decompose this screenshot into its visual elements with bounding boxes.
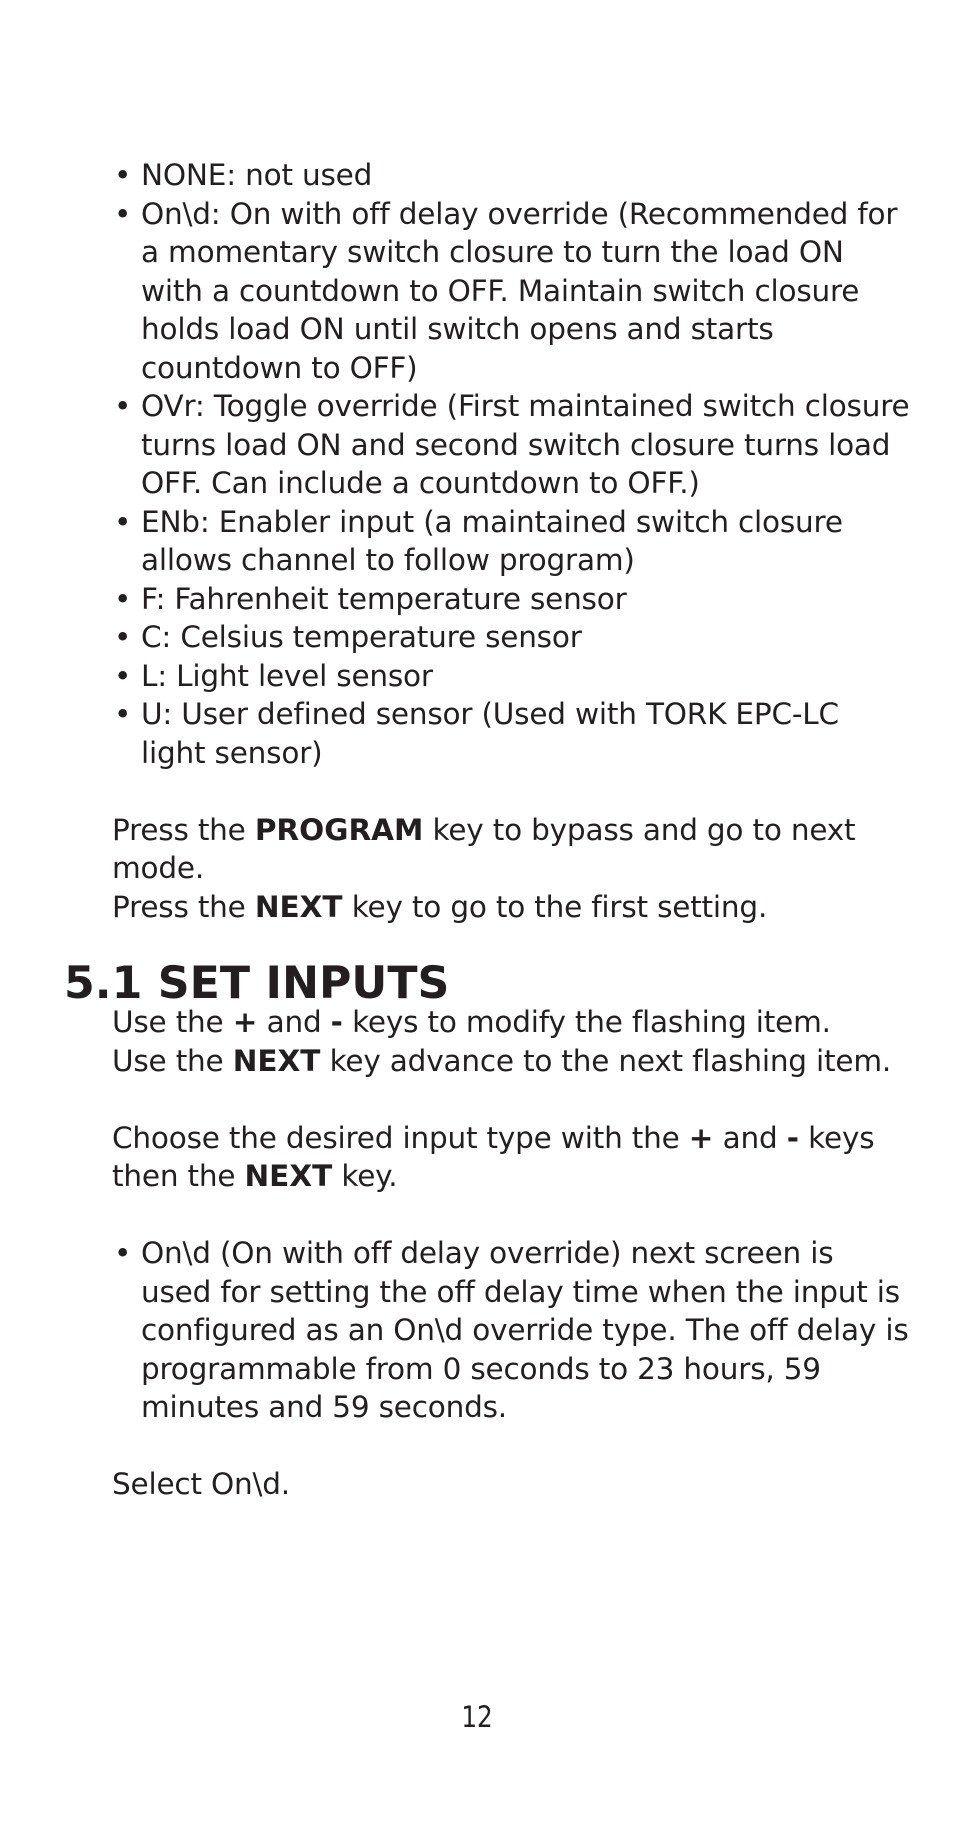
section-heading: 5.1 SET INPUTS xyxy=(64,957,450,1009)
list-item: • ENb: Enabler input (a maintained switch closure allows channel to follow program) xyxy=(112,503,912,580)
select-instruction: Select On\d. xyxy=(112,1467,290,1501)
modify-instruction: Use the + and - keys to modify the flashing item. xyxy=(112,1005,831,1039)
list-item: • F: Fahrenheit temperature sensor xyxy=(112,580,912,619)
minus-key-label: - xyxy=(786,1120,799,1155)
program-key-label: PROGRAM xyxy=(254,812,424,847)
choose-instruction: Choose the desired input type with the + and - keys then the NEXT key. xyxy=(112,1120,875,1193)
list-item: • C: Celsius temperature sensor xyxy=(112,618,912,657)
next-key-label: NEXT xyxy=(254,889,343,924)
advance-instruction: Use the NEXT key advance to the next flashing item. xyxy=(112,1043,892,1078)
next-key-label: NEXT xyxy=(244,1159,333,1193)
program-key-instruction: Press the PROGRAM key to bypass and go to next mode. xyxy=(112,812,856,885)
next-key-instruction: Press the NEXT key to go to the first setting. xyxy=(112,889,768,924)
page-number: 12 xyxy=(461,1700,493,1734)
input-type-list xyxy=(112,156,912,772)
plus-key-label: + xyxy=(688,1120,714,1155)
list-item: • On\d: On with off delay override (Recommended for a momentary switch closure to turn the load ON with a countdown to OFF. Maintain switch closure holds load ON until switch opens and starts countdown to OFF) xyxy=(112,195,912,388)
plus-key-label: + xyxy=(232,1005,258,1039)
list-item: • NONE: not used xyxy=(112,156,912,195)
next-key-label: NEXT xyxy=(232,1043,321,1078)
list-item: • U: User defined sensor (Used with TORK EPC-LC light sensor) xyxy=(112,695,912,772)
override-list xyxy=(112,1234,912,1427)
minus-key-label: - xyxy=(330,1005,343,1039)
page-content xyxy=(64,156,912,1504)
list-item: • OVr: Toggle override (First maintained switch closure turns load ON and second switch closure turns load OFF. Can include a countdown to OFF.) xyxy=(112,387,912,503)
list-item: • L: Light level sensor xyxy=(112,657,912,696)
list-item: • On\d (On with off delay override) next screen is used for setting the off delay time when the input is configured as an On\d override type. The off delay is programmable from 0 seconds to 23 hours, 59 minutes and 59 seconds. xyxy=(112,1234,912,1427)
